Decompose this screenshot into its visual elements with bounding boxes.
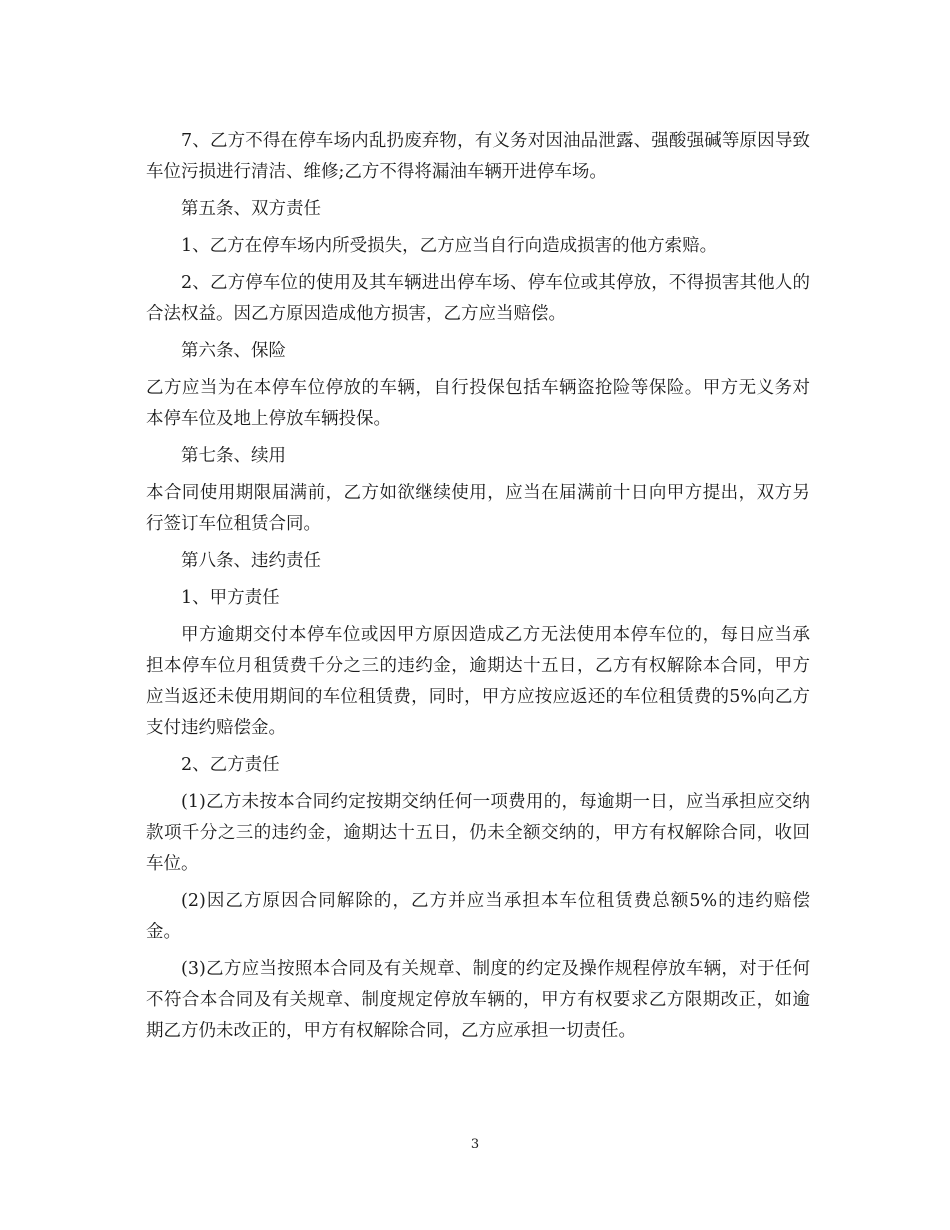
article-8-party-b-item-2: (2)因乙方原因合同解除的，乙方并应当承担本车位租赁费总额5%的违约赔偿金。 (146, 891, 810, 942)
article-6-heading: 第六条、保险 (181, 341, 286, 361)
article-7-body: 本合同使用期限届满前，乙方如欲继续使用，应当在届满前十日向甲方提出，双方另行签订车位租赁合同。 (146, 483, 810, 534)
article-8-party-b-item-1: (1)乙方未按本合同约定按期交纳任何一项费用的，每逾期一日，应当承担应交纳款项千分之三的违约金，逾期达十五日，仍未全额交纳的，甲方有权解除合同，收回车位。 (146, 792, 810, 874)
document-body (146, 126, 810, 1053)
article-8-party-b-item-3: (3)乙方应当按照本合同及有关规章、制度的约定及操作规程停放车辆，对于任何不符合本合同及有关规章、制度规定停放车辆的，甲方有权要求乙方限期改正，如逾期乙方仍未改正的，甲方有权解除合同，乙方应承担一切责任。 (146, 959, 810, 1041)
article-7-heading: 第七条、续用 (181, 446, 286, 466)
article-5-item-2: 2、乙方停车位的使用及其车辆进出停车场、停车位或其停放，不得损害其他人的合法权益。因乙方原因造成他方损害，乙方应当赔偿。 (146, 273, 810, 324)
article-6-body: 乙方应当为在本停车位停放的车辆，自行投保包括车辆盗抢险等保险。甲方无义务对本停车位及地上停放车辆投保。 (146, 378, 810, 429)
article-5-heading: 第五条、双方责任 (181, 199, 321, 219)
clause-7-paragraph: 7、乙方不得在停车场内乱扔废弃物，有义务对因油品泄露、强酸强碱等原因导致车位污损进行清洁、维修;乙方不得将漏油车辆开进停车场。 (146, 131, 810, 182)
article-8-party-a-body: 甲方逾期交付本停车位或因甲方原因造成乙方无法使用本停车位的，每日应当承担本停车位月租赁费千分之三的违约金，逾期达十五日，乙方有权解除本合同，甲方应当返还未使用期间的车位租赁费，同时，甲方应按应返还的车位租赁费的5%向乙方支付违约赔偿金。 (146, 625, 810, 738)
article-8-party-b-heading: 2、乙方责任 (181, 755, 280, 775)
article-5-item-1: 1、乙方在停车场内所受损失，乙方应当自行向造成损害的他方索赔。 (181, 236, 718, 256)
page-number: 3 (470, 1137, 480, 1152)
article-8-heading: 第八条、违约责任 (181, 551, 321, 571)
article-8-party-a-heading: 1、甲方责任 (181, 588, 280, 608)
